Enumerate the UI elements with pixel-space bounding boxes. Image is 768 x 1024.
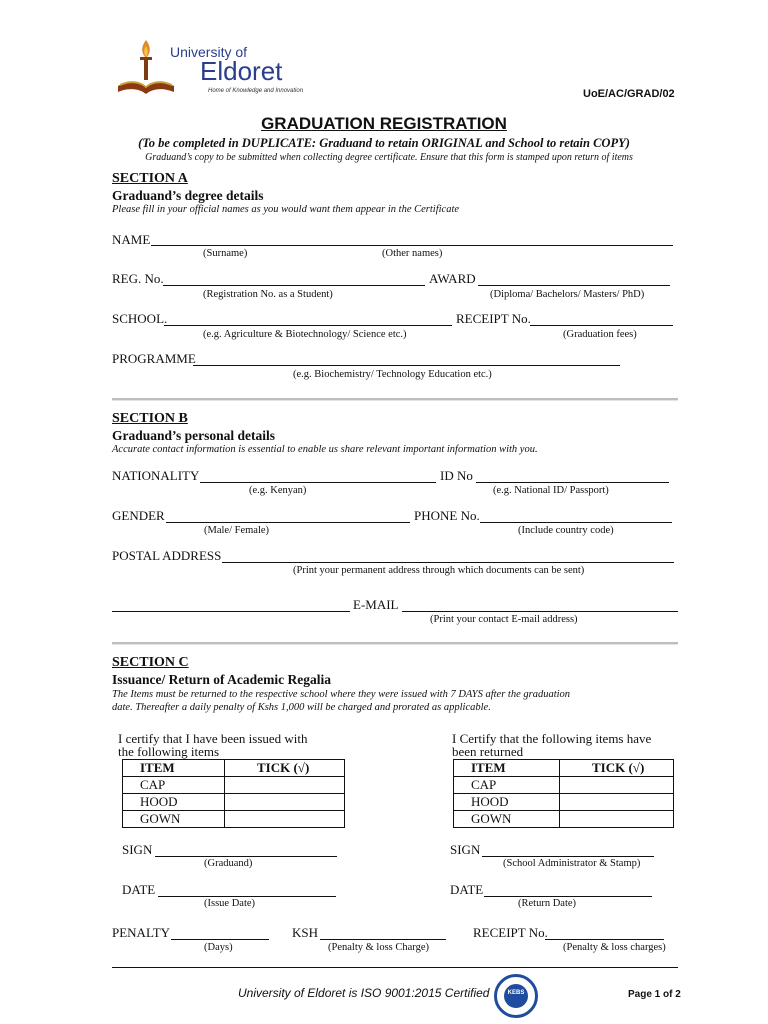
kebs-badge-inner: [504, 984, 528, 1008]
programme-hint: (e.g. Biochemistry/ Technology Education etc.): [293, 369, 492, 380]
graduand-hint: (Graduand): [204, 858, 253, 869]
section-b-note: Accurate contact information is essential to enable us share relevant important information with you.: [112, 444, 538, 455]
id-hint: (e.g. National ID/ Passport): [493, 485, 609, 496]
email-prefix-field[interactable]: [112, 611, 350, 612]
item-header: ITEM: [454, 760, 560, 777]
table-header-row: [454, 760, 674, 777]
title-note: Graduand’s copy to be submitted when collecting degree certificate. Ensure that this form is stamped upon return of items: [145, 152, 633, 163]
table-row: [123, 811, 345, 828]
reg-field[interactable]: [163, 285, 425, 286]
phone-label: PHONE No.: [414, 508, 480, 523]
receipt-label: RECEIPT No.: [456, 311, 531, 326]
issued-statement-2: the following items: [118, 744, 220, 759]
kebs-badge: [494, 974, 538, 1018]
section-c-subtitle: Issuance/ Return of Academic Regalia: [112, 672, 331, 687]
gender-label: GENDER: [112, 508, 165, 523]
phone-hint: (Include country code): [518, 525, 614, 536]
email-field[interactable]: [402, 611, 678, 612]
doc-code: UoE/AC/GRAD/02: [583, 88, 675, 100]
receipt-field[interactable]: [530, 325, 673, 326]
logo-tagline: Home of Knowledge and Innovation: [208, 88, 304, 94]
item-gown: GOWN: [454, 811, 560, 828]
phone-field[interactable]: [480, 522, 672, 523]
separator: [112, 398, 678, 401]
table-header-row: [123, 760, 345, 777]
section-c-note-1: The Items must be returned to the respective school where they were issued with 7 DAYS after the graduation: [112, 689, 571, 700]
tick-cell-gown[interactable]: [225, 811, 345, 828]
section-c-title: SECTION C: [112, 655, 189, 670]
logo-line1: University of: [170, 44, 248, 60]
award-label: AWARD: [429, 271, 476, 286]
school-label: SCHOOL.: [112, 311, 168, 326]
item-hood: HOOD: [123, 794, 225, 811]
returned-statement-1: I Certify that the following items have: [452, 731, 652, 746]
email-label: E-MAIL: [353, 597, 399, 612]
returned-items-table: [453, 759, 674, 828]
email-hint: (Print your contact E-mail address): [430, 614, 578, 625]
award-hint: (Diploma/ Bachelors/ Masters/ PhD): [490, 289, 645, 300]
separator: [112, 642, 678, 645]
reg-hint: (Registration No. as a Student): [203, 289, 333, 300]
programme-label: PROGRAMME: [112, 351, 196, 366]
sign-label-left: SIGN: [122, 842, 153, 857]
nationality-label: NATIONALITY: [112, 468, 200, 483]
tick-cell-gown[interactable]: [560, 811, 674, 828]
page-number: Page 1 of 2: [628, 989, 681, 1000]
issue-date-hint: (Issue Date): [204, 898, 256, 909]
section-b-title: SECTION B: [112, 411, 188, 426]
school-field[interactable]: [164, 325, 452, 326]
table-row: [454, 777, 674, 794]
sign-label-right: SIGN: [450, 842, 481, 857]
days-hint: (Days): [204, 942, 233, 953]
penalty-label: PENALTY: [112, 925, 171, 940]
nationality-field[interactable]: [200, 482, 436, 483]
date-label-right: DATE: [450, 882, 484, 897]
penalty-charges-hint: (Penalty & loss charges): [563, 942, 666, 953]
penalty-receipt-field[interactable]: [545, 939, 664, 940]
name-label: NAME: [112, 232, 151, 247]
postal-hint: (Print your permanent address through which documents can be sent): [293, 565, 585, 576]
section-a-title: SECTION A: [112, 171, 188, 186]
date-label-left: DATE: [122, 882, 156, 897]
tick-cell-hood[interactable]: [225, 794, 345, 811]
postal-field[interactable]: [222, 562, 674, 563]
page-title: GRADUATION REGISTRATION: [261, 114, 507, 133]
iso-statement: University of Eldoret is ISO 9001:2015 Certified: [238, 986, 490, 1000]
sign-field-right[interactable]: [482, 856, 654, 857]
table-row: [454, 794, 674, 811]
date-field-right[interactable]: [484, 896, 652, 897]
table-row: [123, 777, 345, 794]
item-gown: GOWN: [123, 811, 225, 828]
date-field-left[interactable]: [158, 896, 336, 897]
admin-hint: (School Administrator & Stamp): [503, 858, 641, 869]
section-a-note: Please fill in your official names as you would want them appear in the Certificate: [112, 204, 460, 215]
programme-field[interactable]: [193, 365, 620, 366]
tick-header: TICK (√): [225, 760, 345, 777]
ksh-field[interactable]: [320, 939, 446, 940]
nationality-hint: (e.g. Kenyan): [249, 485, 307, 496]
id-label: ID No: [440, 468, 473, 483]
penalty-receipt-label: RECEIPT No.: [473, 925, 548, 940]
postal-label: POSTAL ADDRESS: [112, 548, 222, 563]
reg-label: REG. No.: [112, 271, 164, 286]
university-logo: [116, 36, 304, 98]
issued-statement-1: I certify that I have been issued with: [118, 731, 308, 746]
award-field[interactable]: [478, 285, 670, 286]
table-row: [454, 811, 674, 828]
ksh-label: KSH: [292, 925, 319, 940]
section-c-note-2: date. Thereafter a daily penalty of Kshs 1,000 will be charged and prorated as applicable.: [112, 702, 491, 713]
return-date-hint: (Return Date): [518, 898, 577, 909]
item-cap: CAP: [454, 777, 560, 794]
logo-line2: Eldoret: [200, 56, 283, 86]
tick-cell-hood[interactable]: [560, 794, 674, 811]
name-field[interactable]: [151, 245, 673, 246]
receipt-hint: (Graduation fees): [563, 329, 637, 340]
item-cap: CAP: [123, 777, 225, 794]
id-field[interactable]: [476, 482, 669, 483]
item-header: ITEM: [123, 760, 225, 777]
tick-cell-cap[interactable]: [225, 777, 345, 794]
sign-field-left[interactable]: [155, 856, 337, 857]
section-b-subtitle: Graduand’s personal details: [112, 428, 276, 443]
gender-hint: (Male/ Female): [204, 525, 270, 536]
section-a-subtitle: Graduand’s degree details: [112, 188, 264, 203]
item-hood: HOOD: [454, 794, 560, 811]
footer-rule: [112, 967, 678, 968]
surname-hint: (Surname): [203, 248, 248, 259]
issued-items-table: [122, 759, 345, 828]
table-row: [123, 794, 345, 811]
returned-statement-2: been returned: [452, 744, 524, 759]
tick-cell-cap[interactable]: [560, 777, 674, 794]
tick-header: TICK (√): [560, 760, 674, 777]
penalty-charge-hint: (Penalty & loss Charge): [328, 942, 430, 953]
torch-book-icon: [116, 36, 176, 98]
gender-field[interactable]: [166, 522, 410, 523]
other-names-hint: (Other names): [382, 248, 443, 259]
penalty-days-field[interactable]: [171, 939, 269, 940]
school-hint: (e.g. Agriculture & Biotechnology/ Science etc.): [203, 329, 407, 340]
kebs-badge-text: KEBS: [507, 990, 525, 996]
title-subtitle: (To be completed in DUPLICATE: Graduand to retain ORIGINAL and School to retain COPY): [138, 136, 630, 150]
